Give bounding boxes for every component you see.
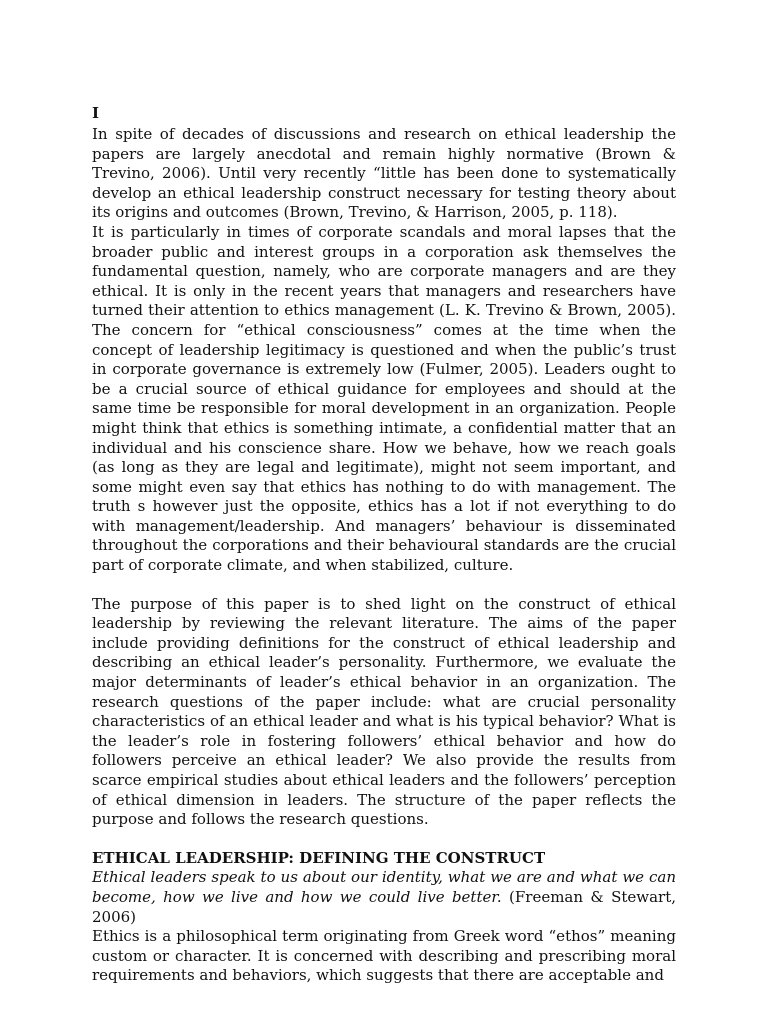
section-heading: ETHICAL LEADERSHIP: DEFINING THE CONSTRUCT	[92, 848, 546, 867]
epigraph	[92, 868, 676, 927]
section-marker: I	[92, 104, 100, 122]
paragraph-gap	[92, 576, 676, 595]
paragraph-purpose: The purpose of this paper is to shed light on the construct of ethical leadership by reviewing the relevant literature. The aims of the paper include providing definitions for the construct of ethical leadership and describing an ethical leader’s personality. Furthermore, we evaluate the major determinants of leader’s ethical behavior in an organization. The research questions of the paper include: what are crucial personality characteristics of an ethical leader and what is his typical behavior? What is the leader’s role in fostering followers’ ethical behavior and how do followers perceive an ethical leader? We also provide the results from scarce empirical studies about ethical leaders and the followers’ perception of ethical dimension in leaders. The structure of the paper reflects the purpose and follows the research questions.	[92, 594, 676, 829]
paragraph-gap	[92, 830, 676, 849]
paragraph-context: It is particularly in times of corporate scandals and moral lapses that the broader public and interest groups in a corporation ask themselves the fundamental question, namely, who are corporate managers and are they ethical. It is only in the recent years that managers and researchers have turned their attention to ethics management (L. K. Trevino & Brown, 2005). The concern for “ethical consciousness” comes at the time when the concept of leadership legitimacy is questioned and when the public’s trust in corporate governance is extremely low (Fulmer, 2005). Leaders ought to be a crucial source of ethical guidance for employees and should at the same time be responsible for moral development in an organization. People might think that ethics is something intimate, a confidential matter that an individual and his conscience share. How we behave, how we reach goals (as long as they are legal and legitimate), might not seem important, and some might even say that ethics has nothing to do with management. The truth s however just the opposite, ethics has a lot if not everything to do with management/leadership. And managers’ behaviour is disseminated throughout the corporations and their behavioural standards are the crucial part of corporate climate, and when stabilized, culture.	[92, 222, 676, 575]
epigraph-text: Ethical leaders speak to us about our identity, what we are and what we can become, how we live and how we could live better.	[92, 868, 676, 906]
paragraph-ethics-definition: Ethics is a philosophical term originating from Greek word “ethos” meaning custom or character. It is concerned with describing and prescribing moral requirements and behaviors, which suggests that there are acceptable and	[92, 927, 676, 985]
epigraph-citation: (Freeman & Stewart, 2006)	[92, 887, 676, 926]
paragraph-intro: In spite of decades of discussions and research on ethical leadership the papers are largely anecdotal and remain highly normative (Brown & Trevino, 2006). Until very recently “little has been done to systematically develop an ethical leadership construct necessary for testing theory about its origins and outcomes (Brown, Trevino, & Harrison, 2005, p. 118).	[92, 125, 676, 222]
document-page	[92, 101, 676, 986]
